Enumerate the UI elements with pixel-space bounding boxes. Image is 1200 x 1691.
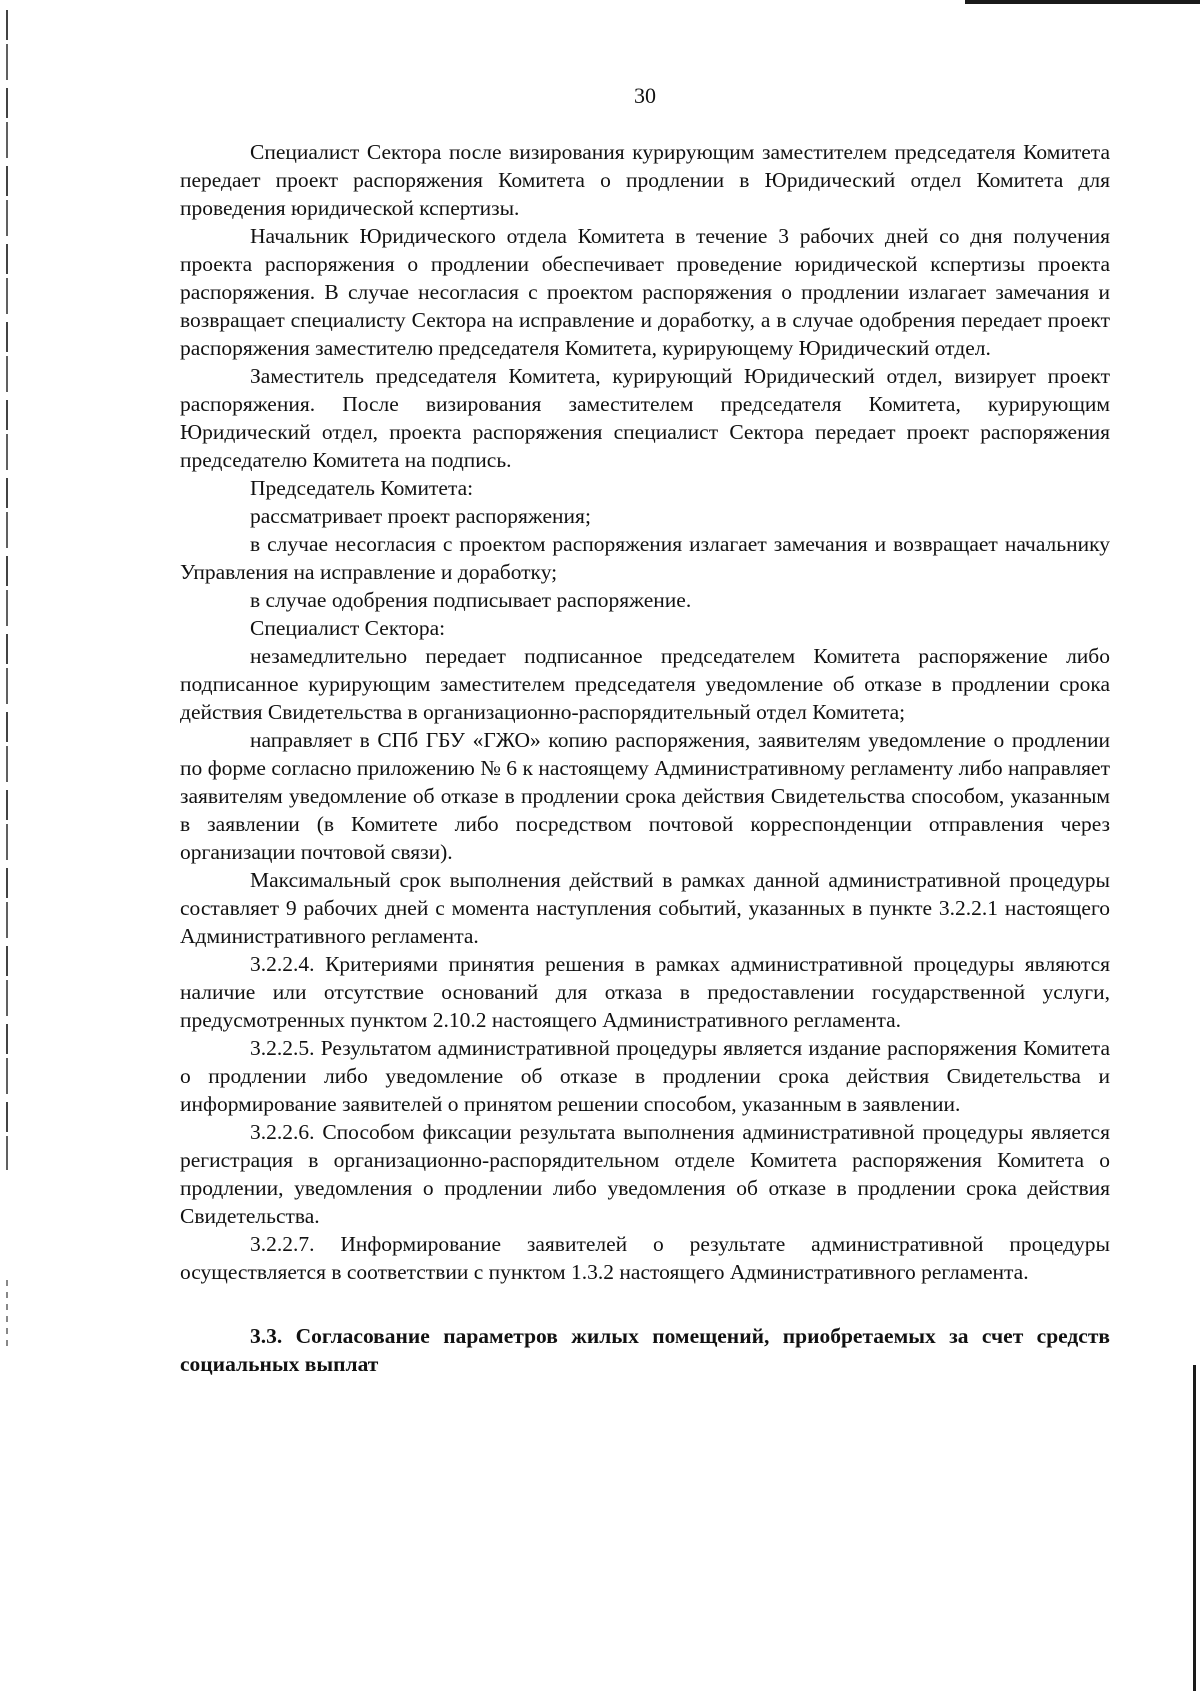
section-heading-3-3: 3.3. Согласование параметров жилых помещений, приобретаемых за счет средств социальных выплат: [180, 1324, 1110, 1376]
paragraph-3-2-2-6: 3.2.2.6. Способом фиксации результата выполнения административной процедуры является регистрация в организационно-распорядительном отделе Комитета распоряжения Комитета о продлении, уведомления о продлении либо уведомления об отказе в продлении срока действия Свидетельства.: [180, 1120, 1110, 1228]
page-number: 30: [634, 83, 656, 108]
scan-top-rule: [965, 0, 1200, 4]
paragraph-deputy-visa: Заместитель председателя Комитета, курирующий Юридический отдел, визирует проект распоряжения. После визирования заместителем председателя Комитета, курирующим Юридический отдел, проекта распоряжения специалист Сектора передает проект распоряжения председателю Комитета на подпись.: [180, 364, 1110, 472]
scan-left-edge: [6, 10, 8, 1170]
paragraph-specialist-transfers: незамедлительно передает подписанное председателем Комитета распоряжение либо подписанное курирующим заместителем председателя уведомление об отказе в продлении срока действия Свидетельства в организационно-распорядительный отдел Комитета;: [180, 644, 1110, 724]
paragraph-legal-head-review: Начальник Юридического отдела Комитета в течение 3 рабочих дней со дня получения проекта распоряжения о продлении обеспечивает проведение юридической кспертизы проекта распоряжения. В случае несогласия с проектом распоряжения о продлении излагает замечания и возвращает специалисту Сектора на исправление и доработку, а в случае одобрения передает проект распоряжения заместителю председателя Комитета, курирующему Юридический отдел.: [180, 224, 1110, 360]
paragraph-specialist-sends: направляет в СПб ГБУ «ГЖО» копию распоряжения, заявителям уведомление о продлении по форме согласно приложению № 6 к настоящему Административному регламенту либо направляет заявителям уведомление об отказе в продлении срока действия Свидетельства способом, указанным в заявлении (в Комитете либо посредством почтовой корреспонденции отправления через организации почтовой связи).: [180, 728, 1110, 864]
scan-right-edge: [1193, 1365, 1196, 1691]
scan-left-edge-lower: [6, 1280, 8, 1350]
paragraph-legal-review-handover: Специалист Сектора после визирования курирующим заместителем председателя Комитета передает проект распоряжения Комитета о продлении в Юридический отдел Комитета для проведения юридической кспертизы.: [180, 140, 1110, 220]
paragraph-chairman-reviews: рассматривает проект распоряжения;: [250, 504, 591, 528]
paragraph-3-2-2-5: 3.2.2.5. Результатом административной процедуры является издание распоряжения Комитета о продлении либо уведомление об отказе в продлении срока действия Свидетельства и информирование заявителей о принятом решении способом, указанным в заявлении.: [180, 1036, 1110, 1116]
paragraph-chairman-signs: в случае одобрения подписывает распоряжение.: [250, 588, 692, 612]
paragraph-max-term: Максимальный срок выполнения действий в рамках данной административной процедуры составляет 9 рабочих дней с момента наступления событий, указанных в пункте 3.2.2.1 настоящего Административного регламента.: [180, 868, 1110, 948]
paragraph-chairman-label: Председатель Комитета:: [250, 476, 474, 500]
paragraph-3-2-2-7: 3.2.2.7. Информирование заявителей о результате административной процедуры осуществляется в соответствии с пунктом 1.3.2 настоящего Административного регламента.: [180, 1232, 1110, 1284]
document-body: [180, 138, 1110, 1378]
paragraph-specialist-label: Специалист Сектора:: [250, 616, 446, 640]
paragraph-3-2-2-4: 3.2.2.4. Критериями принятия решения в рамках административной процедуры являются наличие или отсутствие оснований для отказа в предоставлении государственной услуги, предусмотренных пунктом 2.10.2 настоящего Административного регламента.: [180, 952, 1110, 1032]
paragraph-chairman-disagrees: в случае несогласия с проектом распоряжения излагает замечания и возвращает начальнику Управления на исправление и доработку;: [180, 532, 1110, 584]
